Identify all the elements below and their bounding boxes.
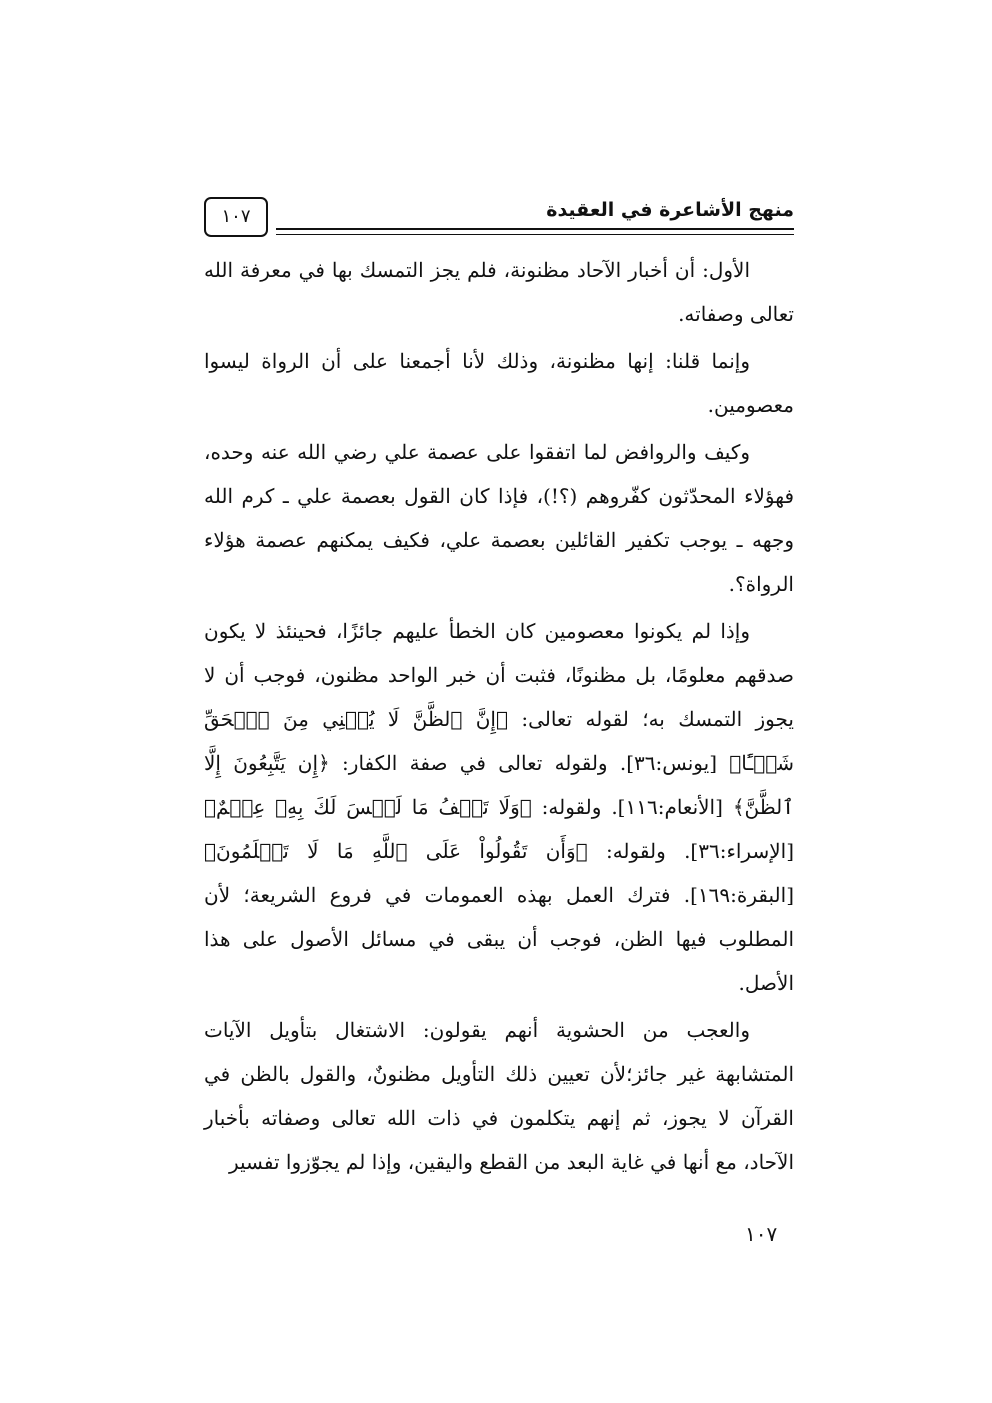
footer-page-number: ١٠٧ xyxy=(745,1222,778,1246)
header-rule-thin xyxy=(276,234,794,235)
paragraph-text: وإذا لم يكونوا معصومين كان الخطأ عليهم جائزًا، فحينئذ لا يكون صدقهم معلومًا، بل مظنونًا، فثبت أن خبر الواحد مظنون، فوجب أن لا يجوز التمسك به؛ لقوله تعالى: ﴿إِنَّ ٱلظَّنَّ لَا يُغۡنِي مِنَ ٱلۡحَقِّ شَيۡـًٔا﴾ [يونس:٣٦]. ولقوله تعالى في صفة الكفار: ﴿إِن يَتَّبِعُونَ إِلَّا ٱلظَّنَّ﴾ [الأنعام:١١٦]. ولقوله: ﴿وَلَا تَقۡفُ مَا لَيۡسَ لَكَ بِهِۦ عِلۡمٌ﴾ [الإسراء:٣٦]. ولقوله: ﴿وَأَن تَقُولُواْ عَلَى ٱللَّهِ مَا لَا تَعۡلَمُونَ﴾ [البقرة:١٦٩]. فترك العمل بهذه العمومات في فروع الشريعة؛ لأن المطلوب فيها الظن، فوجب أن يبقى في مسائل الأصول على هذا الأصل. xyxy=(204,619,794,995)
header-rule-thick xyxy=(276,228,794,230)
paragraph xyxy=(204,430,794,606)
paragraph xyxy=(204,248,794,336)
page-header xyxy=(204,195,794,245)
book-title: منهج الأشاعرة في العقيدة xyxy=(546,199,794,221)
paragraph-text: والعجب من الحشوية أنهم يقولون: الاشتغال بتأويل الآيات المتشابهة غير جائز؛لأن تعيين ذلك التأويل مظنونٌ، والقول بالظن في القرآن لا يجوز، ثم إنهم يتكلمون في ذات الله تعالى وصفاته بأخبار الآحاد، مع أنها في غاية البعد من القطع واليقين، وإذا لم يجوّزوا تفسير xyxy=(204,1018,794,1174)
page-body xyxy=(204,248,794,1184)
paragraph xyxy=(204,609,794,1005)
header-page-number: ١٠٧ xyxy=(204,197,268,237)
paragraph-text: الأول: أن أخبار الآحاد مظنونة، فلم يجز التمسك بها في معرفة الله تعالى وصفاته. xyxy=(204,258,794,326)
paragraph xyxy=(204,1008,794,1184)
paragraph-text: وإنما قلنا: إنها مظنونة، وذلك لأنا أجمعنا على أن الرواة ليسوا معصومين. xyxy=(204,349,794,417)
paragraph-text: وكيف والروافض لما اتفقوا على عصمة علي رضي الله عنه وحده، فهؤلاء المحدّثون كفّروهم (؟!)، فإذا كان القول بعصمة علي ـ كرم الله وجهه ـ يوجب تكفير القائلين بعصمة علي، فكيف يمكنهم عصمة هؤلاء الرواة؟. xyxy=(204,440,794,596)
paragraph xyxy=(204,339,794,427)
